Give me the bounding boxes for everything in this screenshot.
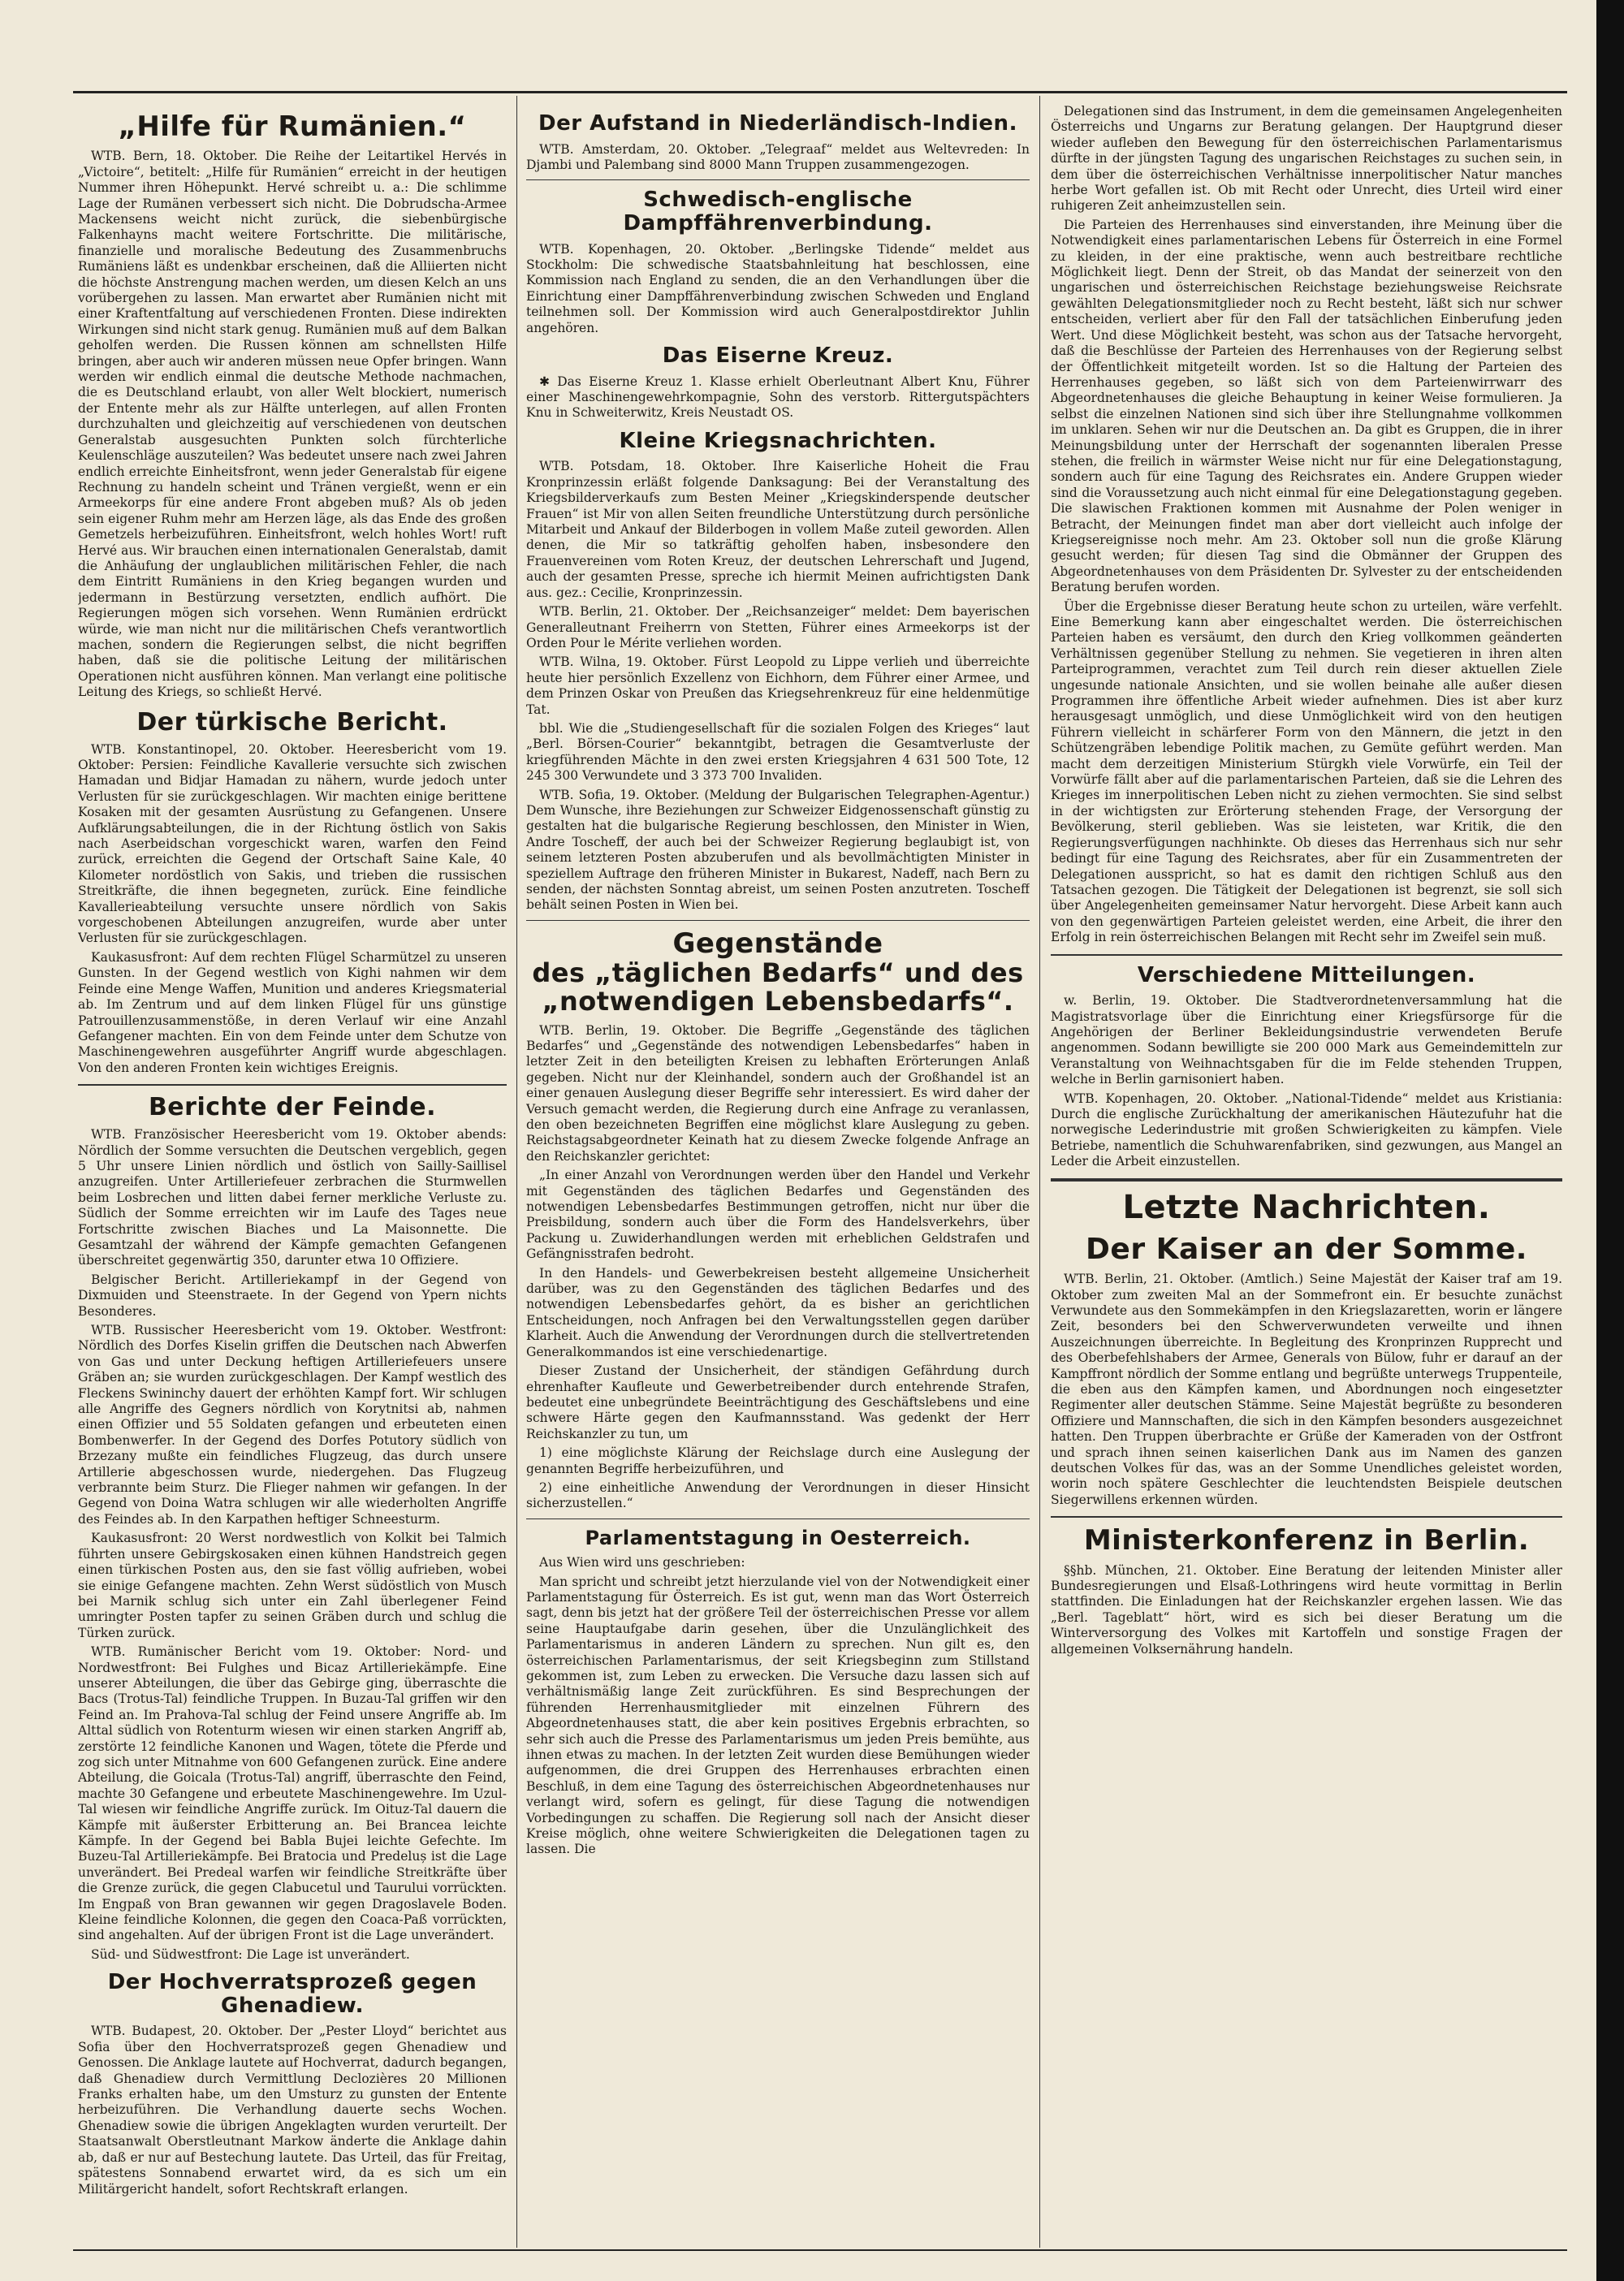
column-left bbox=[78, 104, 507, 2236]
column-middle bbox=[526, 104, 1030, 2236]
headline-gegenstaende-3: „notwendigen Lebensbedarfs“. bbox=[542, 986, 1014, 1017]
article-text: Über die Ergebnisse dieser Beratung heute schon zu urteilen, wäre verfehlt. Eine Bemerkung kann aber eingeschaltet werden. Die österreichischen Parteien haben es versäumt, den durch den Krieg vollkommen geänderten Verhältnissen gegenüber Stellung zu nehmen. Sie vegetieren in ihren alten Parteiprogrammen, verachtet zum Teil durch rein dieser aktuellen Ziele ungesunde nationale Ansichten, und sie wollen beinahe alle außer diesen Programmen ihre öffentliche Arbeit wieder aufnehmen. Dies ist aber kurz herausgesagt unmöglich, und diese Unmöglichkeit wird von den heutigen Führern vielleicht in schärferer Form von den Männern, die jetzt in den Schützengräben lebendige Politik machen, zu Gemüte geführt werden. Man macht dem derzeitigen Ministerium Stürgkh viele Vorwürfe, ein Teil der Vorwürfe fällt aber auf die parlamentarischen Parteien, daß sie die Lehren des Krieges im innerpolitischen Leben nicht zu ziehen vermochten. Sie sind selbst in der wichtigsten zur Erörterung stehenden Frage, der Versorgung der Bevölkerung, steril geblieben. Was sie leisteten, war Kritik, die den Regierungsverfügungen nachhinkte. Ob dieses das Herrenhaus sich nur sehr bedingt für eine Tagung des Reichsrates, aber für ein Zusammentreten der Delegationen ausspricht, so hat es damit den richtigen Schluß aus den Tatsachen gezogen. Die Tätigkeit der Delegationen ist begrenzt, sie soll sich über Angelegenheiten gemeinsamer Natur hervorgeht. Diese Arbeit kann auch von den gegenwärtigen Parteien geleistet werden, eine Arbeit, die ihrer den Erfolg in rein österreichischen Belangen mit Recht sehr im Zweifel sein muß. bbox=[1051, 598, 1562, 945]
article-text: Delegationen sind das Instrument, in dem die gemeinsamen Angelegenheiten Österreichs und Ungarns zur Beratung gelangen. Der Hauptgrund dieser wieder aufleben den Bewegung für den österreichischen Parlamentarismus dürfte in der jüngsten Tagung des ungarischen Reichstages zu suchen sein, in dem über die österreichischen Verhältnisse innerpolitischer Natur manches herbe Wort gefallen ist. Ob mit Recht oder Unrecht, dies Urteil wird einer ruhigeren Zeit anheimzustellen sein. bbox=[1051, 104, 1562, 214]
section-rule bbox=[526, 920, 1030, 921]
bottom-rule bbox=[73, 2249, 1567, 2251]
headline-hochverratsprozess: Der Hochverratsprozeß gegen Ghenadiew. bbox=[107, 1970, 477, 2018]
article-text: Aus Wien wird uns geschrieben: bbox=[539, 1555, 745, 1570]
headline-kaiser-somme: Der Kaiser an der Somme. bbox=[1086, 1232, 1527, 1266]
headline-gegenstaende-2: des „täglichen Bedarfs“ und des bbox=[532, 957, 1024, 989]
article-text: WTB. Potsdam, 18. Oktober. Ihre Kaiserliche Hoheit die Frau Kronprinzessin erläßt folgende Danksagung: Bei der Veranstaltung des Kriegsbilderverkaufs zum Besten Meiner „Kriegskinderspende deutscher Frauen“ ist Mir von allen Seiten freundliche Unterstützung durch persönliche Mitarbeit und Ankauf der Bilderbogen in vollem Maße zuteil geworden. Allen denen, die Mir so tatkräftig geholfen haben, insbesondere den Frauenvereinen vom Roten Kreuz, der deutschen Lehrerschaft und Jugend, auch der gesamten Presse, spreche ich hiermit Meinen aufrichtigsten Dank aus. gez.: Cecilie, Kronprinzessin. bbox=[526, 459, 1030, 600]
article-text: WTB. Berlin, 19. Oktober. Die Begriffe „Gegenstände des täglichen Bedarfes“ und „Gegenstände des notwendigen Lebensbedarfes“ haben in letzter Zeit in den beteiligten Kreisen zu lebhaften Erörterungen Anlaß gegeben. Nicht nur der Kleinhandel, sondern auch der Großhandel ist an einer genauen Auslegung dieser Begriffe sehr interessiert. Es wird daher der Versuch gemacht werden, die Regierung durch eine Anfrage zu veranlassen, den oben bezeichneten Begriffen eine möglichst klare Auslegung zu geben. Reichstagsabgeordneter Keinath hat zu diesem Zwecke folgende Anfrage an den Reichskanzler gerichtet: bbox=[526, 1022, 1030, 1164]
section-rule bbox=[1051, 1516, 1562, 1518]
article-text: 2) eine einheitliche Anwendung der Verordnungen in dieser Hinsicht sicherzustellen.“ bbox=[526, 1480, 1030, 1511]
article-text: WTB. Budapest, 20. Oktober. Der „Pester Lloyd“ berichtet aus Sofia über den Hochverratsprozeß gegen Ghenadiew und Genossen. Die Anklage lautete auf Hochverrat, dadurch begangen, daß Ghenadiew durch Vermittlung Declozières 20 Millionen Franks erhalten habe, um den Umsturz zu gunsten der Entente herbeizuführen. Die Verhandlung dauerte sechs Wochen. Ghenadiew sowie die übrigen Angeklagten wurden verurteilt. Der Staatsanwalt Oberstleutnant Markow änderte die Anklage dahin ab, daß er nur auf Bestechung lautete. Das Urteil, das für Freitag, spätestens Sonnabend erwartet wird, da es sich um ein Militärgericht handelt, sofort Rechtskraft erlangen. bbox=[78, 2024, 507, 2197]
article-text: bbl. Wie die „Studiengesellschaft für die sozialen Folgen des Krieges“ laut „Berl. Börsen-Courier“ bekanntgibt, betragen die Gesamtverluste der kriegführenden Mächte in den zwei ersten Kriegsjahren 4 631 500 Tote, 12 245 300 Verwundete und 3 373 700 Invaliden. bbox=[526, 720, 1030, 784]
article-text: WTB. Amsterdam, 20. Oktober. „Telegraaf“ meldet aus Weltevreden: In Djambi und Palembang sind 8000 Mann Truppen zusammengezogen. bbox=[526, 141, 1030, 172]
section-rule bbox=[78, 1084, 507, 1086]
article-text: WTB. Berlin, 21. Oktober. (Amtlich.) Seine Majestät der Kaiser traf am 19. Oktober zum zweiten Mal an der Sommefront ein. Er besuchte zunächst Verwundete aus den Sommekämpfen in den Kriegslazaretten, worin er längere Zeit, besonders bei den Schwerverwundeten verweilte und ihnen Auszeichnungen überreichte. In Begleitung des Kronprinzen Rupprecht und des Oberbefehlshabers der Armee, Generals von Bülow, fuhr er darauf an der Kampffront nördlich der Somme entlang und begrüßte unterwegs Truppenteile, die eben aus den Kämpfen kamen, und Abordnungen noch eingesetzter Regimenter aller deutschen Stämme. Seine Majestät begrüßte zu besonderen Offiziere und Mannschaften, die sich in den Kämpfen besonders ausgezeichnet hatten. Den Truppen überbrachte er Grüße der Kameraden von der Ostfront und sprach ihnen seinen kaiserlichen Dank aus im Namen des ganzen deutschen Volkes für das, was an der Somme Unendliches geleistet worden, worin noch spätere Geschlechter die leuchtendsten Beispiele deutschen Siegerwillens erkennen würden. bbox=[1051, 1272, 1562, 1507]
headline-hilfe-rumaenien: „Hilfe für Rumänien.“ bbox=[118, 110, 467, 143]
article-text: WTB. Berlin, 21. Oktober. Der „Reichsanzeiger“ meldet: Dem bayerischen Generalleutnant Freiherrn von Stetten, Führer eines Armeekorps ist der Orden Pour le Mérite verliehen worden. bbox=[526, 604, 1030, 650]
article-text: 1) eine möglichste Klärung der Reichslage durch eine Auslegung der genannten Begriffe herbeizuführen, und bbox=[526, 1445, 1030, 1476]
article-text: WTB. Bern, 18. Oktober. Die Reihe der Leitartikel Hervés in „Victoire“, betitelt: „Hilfe für Rumänien“ erreicht in der heutigen Nummer ihren Höhepunkt. Hervé schreibt u. a.: Die schlimme Lage der Rumänen verbessert sich nicht. Die Dobrudscha-Armee Mackensens weicht nicht zurück, die siebenbürgische Falkenhayns macht weitere Fortschritte. Die militärische, finanzielle und moralische Bedeutung des Zusammenbruchs Rumäniens läßt es undenkbar erscheinen, daß die Alliierten nicht die höchste Anstrengung machen werden, um diesen Kelch an uns vorübergehen zu lassen. Man erwartet aber Rumänien nicht mit einer Kraftentfaltung auf verschiedenen Fronten. Diese indirekten Wirkungen sind nicht stark genug. Rumänien muß auf dem Balkan geholfen werden. Die Russen können am schnellsten Hilfe bringen, aber auch wir anderen müssen neue Opfer bringen. Wann werden wir endlich einmal die deutsche Methode nachmachen, die es Deutschland erlaubt, von aller Welt blockiert, numerisch der Entente mehr als zur Hälfte unterlegen, auf allen Fronten durchzuhalten und gleichzeitig auf verschiedenen von deutschen Generalstab ausgesuchten Punkten solch fürchterliche Keulenschläge auszuteilen? Was bedeutet unsere nach zwei Jahren endlich erreichte Einheitsfront, wenn jeder Generalstab für eigene Rechnung zu handeln scheint und Tränen vergießt, wenn er ein Armeekorps für eine andere Front abgeben muß? Als ob jeden sein eigener Ruhm mehr am Herzen läge, als das Ende des großen Gemetzels herbeizuführen. Einheitsfront, welch hohles Wort! ruft Hervé aus. Wir brauchen einen internationalen Generalstab, damit die Anhäufung der unglaublichen militärischen Fehler, die nach dem Eintritt Rumäniens in den Krieg begangen wurden und jedermann in Bestürzung versetzten, endlich aufhört. Die Regierungen mögen sich vorsehen. Wenn Rumänien erdrückt würde, wie man nicht nur die militärischen Chefs verantwortlich machen, sondern die Regierungen selbst, die nicht begriffen haben, daß sie die politische Leitung der militärischen Operationen nicht ausführen können. Man verlangt eine politische Leitung des Kriegs, so schließt Hervé. bbox=[78, 149, 507, 700]
article-text: Kaukasusfront: Auf dem rechten Flügel Scharmützel zu unseren Gunsten. In der Gegend westlich von Kighi nahmen wir dem Feinde eine Menge Waffen, Munition und anderes Kriegsmaterial ab. Im Zentrum und auf dem linken Flügel für uns günstige Patrouillenzusammenstöße, in deren Verlauf wir eine Anzahl Gefangener machten. Ein von dem Feinde unter dem Schutze von Maschinengewehren ausgeführter Angriff wurde abgeschlagen. Von den anderen Fronten kein wichtiges Ereignis. bbox=[78, 949, 507, 1075]
headline-ministerkonferenz: Ministerkonferenz in Berlin. bbox=[1083, 1524, 1530, 1557]
headline-kleine-kriegsnachrichten: Kleine Kriegsnachrichten. bbox=[619, 428, 937, 453]
top-rule bbox=[73, 91, 1567, 93]
article-text: WTB. Französischer Heeresbericht vom 19. Oktober abends: Nördlich der Somme versuchten die Deutschen vergeblich, gegen 5 Uhr unsere Linien nördlich und östlich von Sailly-Saillisel anzugreifen. Unter Artilleriefeuer zerbrachen die Sturmwellen beim Losbrechen und litten dabei ferner merkliche Verluste zu. Südlich der Somme erreichten wir im Laufe des Tages neue Fortschritte zwischen Biaches und La Maisonnette. Die Gesamtzahl der während der Kämpfe gemachten Gefangenen überschreitet gegenwärtig 350, darunter etwa 10 Offiziere. bbox=[78, 1127, 507, 1268]
article-text: Kaukasusfront: 20 Werst nordwestlich von Kolkit bei Talmich führten unsere Gebirgskosaken einen kühnen Handstreich gegen einen türkischen Posten aus, den sie fast völlig aufrieben, wobei sie einige Gefangene machten. Zehn Werst südöstlich von Musch bei Marnik schlug sich unter ein Zahl überlegener Feind umringter Posten tapfer zu seinen Gräben durch und schlug die Türken zurück. bbox=[78, 1531, 507, 1640]
article-text: WTB. Wilna, 19. Oktober. Fürst Leopold zu Lippe verlieh und überreichte heute hier persönlich Exzellenz von Eichhorn, dem Führer einer Armee, und dem Prinzen Oskar von Preußen das Kriegsehrenkreuz für eine heldenmütige Tat. bbox=[526, 654, 1030, 717]
article-text: Süd- und Südwestfront: Die Lage ist unverändert. bbox=[91, 1946, 410, 1962]
article-text: ✱ Das Eiserne Kreuz 1. Klasse erhielt Oberleutnant Albert Knu, Führer einer Maschinengewehrkompagnie, Sohn des verstorb. Rittergutspächters Knu in Schweiterwitz, Kreis Neustadt OS. bbox=[526, 374, 1030, 421]
scan-edge bbox=[1596, 0, 1624, 2281]
section-rule bbox=[526, 179, 1030, 180]
section-rule bbox=[1051, 1178, 1562, 1182]
article-text: Die Parteien des Herrenhauses sind einverstanden, ihre Meinung über die Notwendigkeit eines parlamentarischen Lebens für Österreich in eine Formel zu kleiden, in der eine praktische, wenn auch bestreitbare rechtliche Möglichkeit liegt. Denn der Streit, ob das Mandat der seinerzeit von den ungarischen und österreichischen Reichstage beziehungsweise Reichsrate gewählten Delegationsmitglieder noch zu Recht besteht, läßt sich nur schwer entscheiden, verliert aber für den Fall der tatsächlichen Einberufung jeden Wert. Und diese Möglichkeit besteht, was schon aus der Tatsache hervorgeht, daß die Beschlüsse der Parteien des Herrenhauses von der Regierung selbst der Öffentlichkeit mitgeteilt worden. Ist so die Haltung der Parteien des Herrenhauses gegeben, so läßt sich von dem Parteienwirrwarr des Abgeordnetenhauses die gleiche Behauptung in keiner Weise formulieren. Ja selbst die einzelnen Nationen sind sich über ihre Stellungnahme vollkommen im unklaren. Sehen wir nur die Deutschen an. Da gibt es Gruppen, die in ihrer Meinungsbildung unter der Herrschaft der sogenannten liberalen Presse stehen, die freilich in wärmster Weise nicht nur für eine Delegationstagung, sondern auch für eine Tagung des Reichsrates ein. Andere Gruppen wieder sind die Voraussetzung auch nicht einmal für eine Delegationstagung gegeben. Die slawischen Fraktionen kommen mit Ausnahme der Polen weniger in Betracht, der Meinungen findet man aber dort vielleicht auch infolge der Kriegsereignisse noch mehr. Am 23. Oktober soll nun die große Klärung gesucht werden; für diesen Tag sind die Obmänner der Gruppen des Abgeordnetenhauses von dem Präsidenten Dr. Sylvester zu der entscheidenden Beratung berufen worden. bbox=[1051, 217, 1562, 595]
column-divider bbox=[1039, 96, 1040, 2248]
article-text: „In einer Anzahl von Verordnungen werden über den Handel und Verkehr mit Gegenständen des täglichen Bedarfes und Gegenständen des notwendigen Lebensbedarfes Bestimmungen getroffen, nicht nur über die Preisbildung, sondern auch über die Form des Handelsverkehrs, über Packung u. Zuwiderhandlungen werden mit erheblichen Geldstrafen und Gefängnisstrafen bedroht. bbox=[526, 1168, 1030, 1262]
article-text: In den Handels- und Gewerbekreisen besteht allgemeine Unsicherheit darüber, was zu den Gegenständen des täglichen Bedarfes und des notwendigen Lebensbedarfes gehört, da es bisher an gerichtlichen Entscheidungen, noch Anfragen bei den Verwaltungsstellen gegen darüber Klarheit. Auch die Anwendung der Verordnungen durch die stellvertretenden Generalkommandos ist eine verschiedenartige. bbox=[526, 1265, 1030, 1359]
column-divider bbox=[516, 96, 517, 2248]
headline-letzte-nachrichten: Letzte Nachrichten. bbox=[1122, 1188, 1491, 1226]
headline-tuerkischer-bericht: Der türkische Bericht. bbox=[136, 707, 448, 737]
headline-berichte-feinde: Berichte der Feinde. bbox=[148, 1093, 437, 1122]
headline-dampffaehren: Schwedisch-englische Dampffährenverbindung. bbox=[623, 188, 933, 235]
article-text: WTB. Rumänischer Bericht vom 19. Oktober: Nord- und Nordwestfront: Bei Fulghes und Bicaz Artilleriekämpfe. Eine unserer Abteilungen, die über das Gebirge ging, überraschte die Bacs (Trotus-Tal) feindliche Truppen. In Buzau-Tal griffen wir den Feind an. Im Prahova-Tal schlug der Feind unsere Angriffe ab. Im Alttal südlich von Rotenturm wiesen wir einen starken Angriff ab, zerstörte 12 feindliche Kanonen und Wagen, tötete die Pferde und zog sich unter Mitnahme von 600 Gefangenen zurück. Eine andere Abteilung, die Goicala (Trotus-Tal) angriff, überraschte den Feind, machte 30 Gefangene und erbeutete Maschinengewehre. Im Uzul-Tal wiesen wir feindliche Angriffe zurück. Im Oituz-Tal dauern die Kämpfe mit äußerster Erbitterung an. Bei Brancea leichte Kämpfe. In der Gegend bei Babla Bujei leichte Gefechte. Im Buzeu-Tal Artilleriekämpfe. Bei Bratocia und Predeluș ist die Lage unverändert. Bei Predeal warfen wir feindliche Streitkräfte über die Grenze zurück, die gegen Clabucetul und Taurului vorrückten. Im Engpaß von Bran gewannen wir gegen Dragoslavele Boden. Kleine feindliche Kolonnen, die gegen den Coaca-Paß vorrückten, sind angehalten. Auf der übrigen Front ist die Lage unverändert. bbox=[78, 1644, 507, 1943]
article-text: WTB. Sofia, 19. Oktober. (Meldung der Bulgarischen Telegraphen-Agentur.) Dem Wunsche, ihre Beziehungen zur Schweizer Eidgenossenschaft günstig zu gestalten hat die bulgarische Regierung beschlossen, den Minister in Wien, Andre Toscheff, der auch bei der Schweizer Regierung beglaubigt ist, von seinem letzteren Posten abzuberufen und als bevollmächtigten Minister in speziellem Auftrage den früheren Minister in Bukarest, Nadeff, nach Bern zu senden, der nächsten Sonntag abreist, um seinen Posten anzutreten. Toscheff behält seinen Posten in Wien bei. bbox=[526, 787, 1030, 913]
headline-eiserne-kreuz: Das Eiserne Kreuz. bbox=[662, 343, 894, 369]
article-text: WTB. Kopenhagen, 20. Oktober. „National-Tidende“ meldet aus Kristiania: Durch die englische Zurückhaltung der amerikanischen Häutezufuhr hat die norwegische Lederindustrie mit großen Schwierigkeiten zu kämpfen. Viele Betriebe, namentlich die Schuhwarenfabriken, sind gezwungen, aus Mangel an Leder die Arbeit einzustellen. bbox=[1051, 1091, 1562, 1169]
article-text: Man spricht und schreibt jetzt hierzulande viel von der Notwendigkeit einer Parlamentstagung für Österreich. Es ist gut, wenn man das Wort Österreich sagt, denn bis jetzt hat der größere Teil der österreichischen Presse vor allem seine Hauptaufgabe darin gesehen, über die Unzulänglichkeit des Parlamentarismus in anderen Ländern zu sprechen. Nun gilt es, den österreichischen Parlamentarismus, der seit Kriegsbeginn zum Stillstand gekommen ist, zum Leben zu erwecken. Die Versuche dazu lassen sich auf verhältnismäßig lange Zeit zurückführen. Es sind Besprechungen der führenden Herrenhausmitglieder mit einzelnen Führern des Abgeordnetenhauses statt, die aber kein positives Ergebnis erbrachten, so sehr sich auch die Presse des Parlamentarismus um jeden Preis bemühte, aus ihnen etwas zu machen. In der letzten Zeit wurden diese Bemühungen wieder aufgenommen, die drei Gruppen des Herrenhauses erbrachten einen Beschluß, in dem eine Tagung des österreichischen Abgeordnetenhauses nur verlangt wird, sofern es gelingt, für diese Tagung die notwendigen Vorbedingungen zu schaffen. Die Regierung soll nach der Ansicht dieser Kreise möglich, ohne weitere Schwierigkeiten die Delegationen tagen zu lassen. Die bbox=[526, 1574, 1030, 1857]
headline-aufstand-indien: Der Aufstand in Niederländisch-Indien. bbox=[538, 111, 1017, 136]
article-text: WTB. Russischer Heeresbericht vom 19. Oktober. Westfront: Nördlich des Dorfes Kiselin griffen die Deutschen nach Abwerfen von Gas und unter Deckung heftigen Artilleriefeuers unsere Gräben an; sie wurden zurückgeschlagen. Der Kampf westlich des Fleckens Swininchy dauert der erhöhten Kampf fort. Wir schlugen alle Angriffe des Gegners nördlich von Korytnitsi ab, nahmen einen Offizier und 55 Soldaten gefangen und erbeuteten einen Bombenwerfer. In der Gegend des Dorfes Potutory südlich von Brzezany mußte ein feindliches Flugzeug, das durch unsere Artillerie abgeschossen wurde, niedergehen. Das Flugzeug verbrannte beim Sturz. Die Flieger nahmen wir gefangen. In der Gegend von Doina Watra schlugen wir alle wiederholten Angriffe des Feindes ab. In den Karpathen heftiger Schneesturm. bbox=[78, 1323, 507, 1527]
column-right bbox=[1051, 104, 1562, 2236]
headline-gegenstaende-1: Gegenstände bbox=[672, 927, 883, 960]
article-text: Dieser Zustand der Unsicherheit, der ständigen Gefährdung durch ehrenhafter Kaufleute und Gewerbetreibender durch entehrende Strafen, bedeutet eine unbegründete Beeinträchtigung des Geschäftslebens und eine schwere Härte gegen den Kaufmannsstand. Was gedenkt der Herr Reichskanzler zu tun, um bbox=[526, 1363, 1030, 1441]
section-rule bbox=[1051, 954, 1562, 956]
article-text: §§hb. München, 21. Oktober. Eine Beratung der leitenden Minister aller Bundesregierungen und Elsaß-Lothringens wird heute vormittag in Berlin stattfinden. Die Einladungen hat der Reichskanzler ergehen lassen. Wie das „Berl. Tageblatt“ hört, wird es sich bei dieser Beratung um die Winterversorgung des Volkes mit Kartoffeln und sonstige Fragen der allgemeinen Volksernährung handeln. bbox=[1051, 1562, 1562, 1657]
article-text: WTB. Kopenhagen, 20. Oktober. „Berlingske Tidende“ meldet aus Stockholm: Die schwedische Staatsbahnleitung hat beschlossen, eine Kommission nach England zu senden, die an den Verhandlungen über die Einrichtung einer Dampffährenverbindung zwischen Schweden und England teilnehmen soll. Der Kommission wird auch Generalpostdirektor Juhlin angehören. bbox=[526, 241, 1030, 335]
headline-verschiedene-mitteilungen: Verschiedene Mitteilungen. bbox=[1137, 962, 1476, 987]
article-text: WTB. Konstantinopel, 20. Oktober. Heeresbericht vom 19. Oktober: Persien: Feindliche Kavallerie versuchte sich zwischen Hamadan und Bidjar Hamadan zu nähern, wurde jedoch unter Verlusten für sie zurückgeschlagen. Wir machten einige berittene Kosaken mit der gesamten Ausrüstung zu Gefangenen. Unsere Aufklärungsabteilungen, die in der Richtung östlich von Sakis nach Aserbeidschan vorgeschickt waren, warfen den Feind zurück, erreichten die Gegend der Ortschaft Saine Kale, 40 Kilometer nordöstlich von Sakis, und trieben die russischen Streitkräfte, die ihnen begegneten, zurück. Eine feindliche Kavallerieabteilung versuchte unsere nördlich von Sakis vorgeschobenen Abteilungen anzugreifen, wurde aber unter Verlusten für sie zurückgeschlagen. bbox=[78, 741, 507, 946]
article-text: w. Berlin, 19. Oktober. Die Stadtverordnetenversammlung hat die Magistratsvorlage über die Einrichtung einer Kriegsfürsorge für die Angehörigen der Berliner Bekleidungsindustrie verwendeten Berufe angenommen. Sodann bewilligte sie 200 000 Mark aus Gemeindemitteln zur Veranstaltung von Weihnachtsgaben für die im Felde stehenden Truppen, welche in Berlin garnisoniert haben. bbox=[1051, 993, 1562, 1087]
headline-parlamentstagung: Parlamentstagung in Oesterreich. bbox=[585, 1526, 971, 1549]
article-text: Belgischer Bericht. Artilleriekampf in der Gegend von Dixmuiden und Steenstraete. In der Gegend von Ypern nichts Besonderes. bbox=[78, 1272, 507, 1319]
